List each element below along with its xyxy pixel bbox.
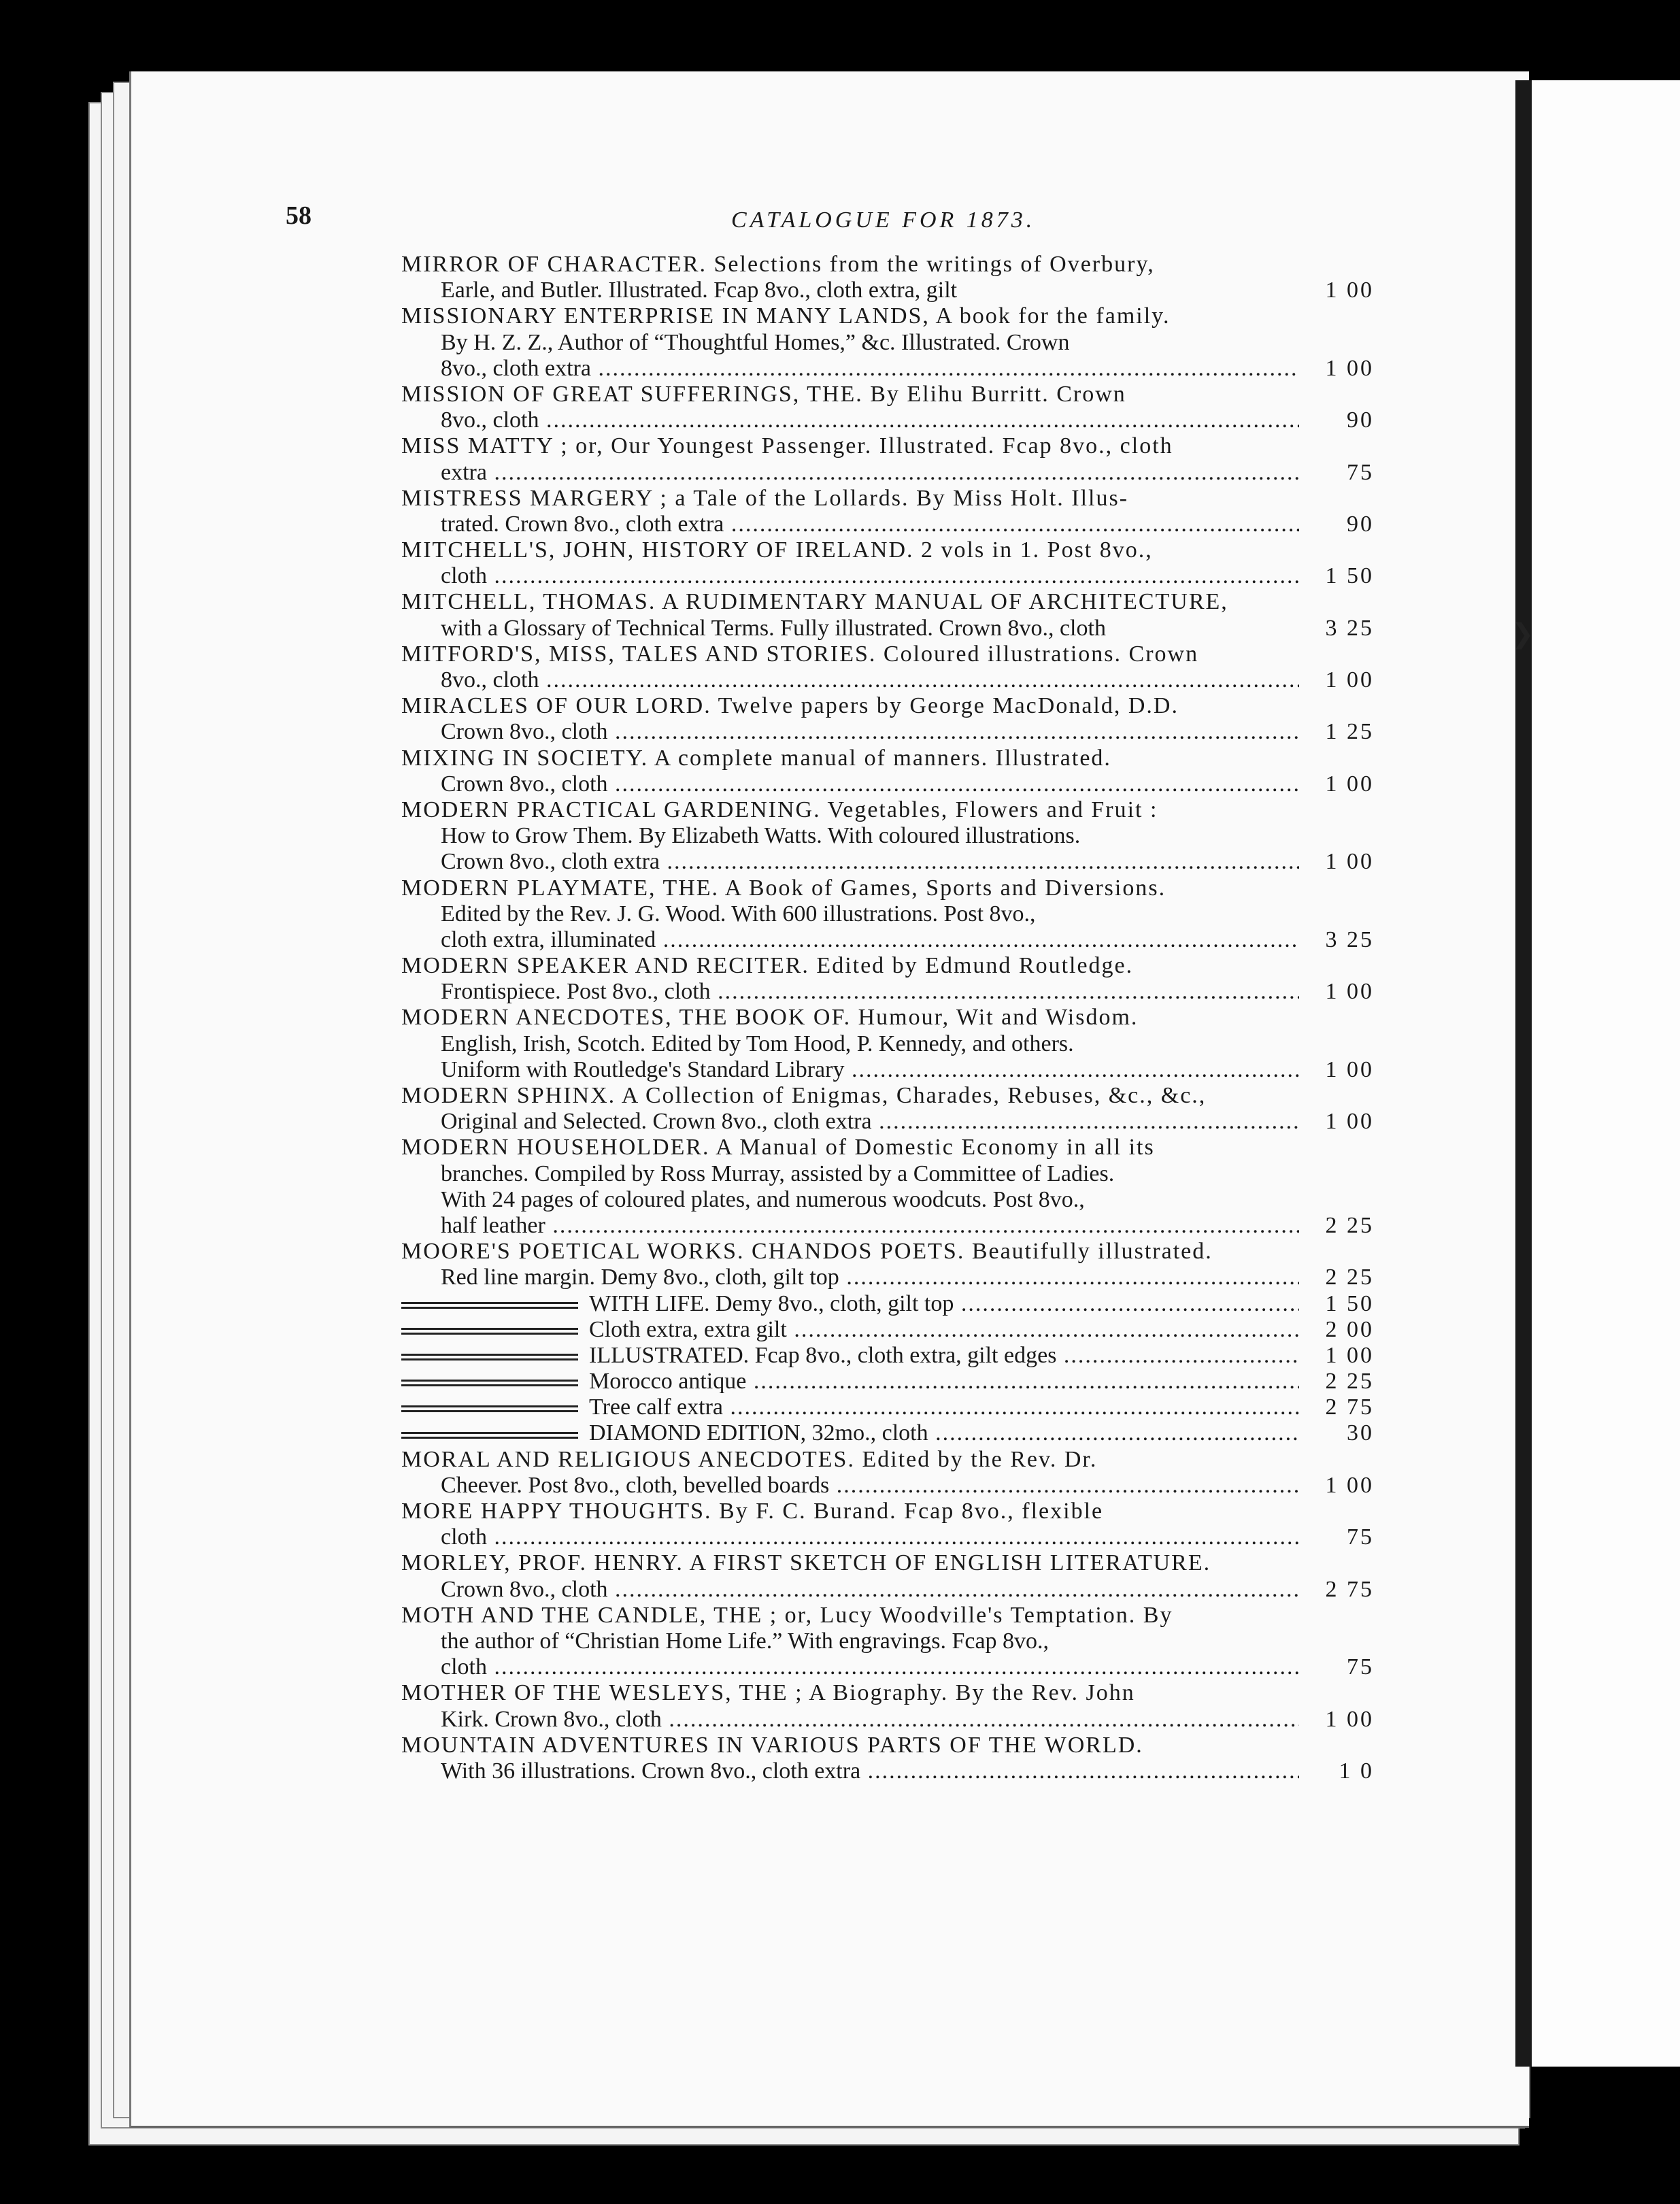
- entry-text: Cheever. Post 8vo., cloth, bevelled boards: [441, 1472, 830, 1498]
- catalogue-entry-line: [401, 719, 1299, 745]
- entry-text: MITFORD'S, MISS, TALES AND STORIES. Coloured illustrations. Crown: [401, 641, 1199, 667]
- entry-price: [1296, 901, 1374, 927]
- entry-price: 3 25: [1325, 926, 1374, 952]
- entry-price: [1296, 1629, 1374, 1654]
- entry-text: Earle, and Butler. Illustrated. Fcap 8vo., cloth extra, gilt: [441, 278, 958, 303]
- entry-price: [1296, 433, 1374, 459]
- catalogue-entry-line: [401, 512, 1299, 537]
- catalogue-entry-line: [401, 330, 1299, 356]
- catalogue-entry-title-line: [401, 537, 1299, 563]
- entry-price: 75: [1347, 1524, 1374, 1550]
- entry-price: [1296, 1083, 1374, 1109]
- entry-text: English, Irish, Scotch. Edited by Tom Hood, P. Kennedy, and others.: [441, 1031, 1074, 1056]
- catalogue-entry-line: [401, 1707, 1299, 1733]
- entry-price: 1 00: [1325, 355, 1374, 381]
- entry-price: [1296, 641, 1374, 667]
- running-head: CATALOGUE FOR 1873.: [731, 207, 1036, 233]
- entry-text: MITCHELL'S, JOHN, HISTORY OF IRELAND. 2 vols in 1. Post 8vo.,: [401, 537, 1153, 563]
- entry-text: MORLEY, PROF. HENRY. A FIRST SKETCH OF ENGLISH LITERATURE.: [401, 1550, 1211, 1576]
- catalogue-entry-title-line: [401, 875, 1299, 901]
- entry-price: [1296, 1499, 1374, 1524]
- entry-text: cloth: [441, 563, 487, 589]
- entry-price: 1 00: [1325, 667, 1374, 692]
- catalogue-entry-title-line: [401, 1083, 1299, 1109]
- entry-text: cloth: [441, 1654, 487, 1680]
- entry-price: [1296, 486, 1374, 512]
- entry-text: Frontispiece. Post 8vo., cloth: [441, 979, 711, 1005]
- entry-text: With 36 illustrations. Crown 8vo., cloth extra: [441, 1758, 861, 1784]
- catalogue-entry-title-line: [401, 486, 1299, 512]
- entry-price: [1296, 330, 1374, 356]
- entry-text: Tree calf extra: [589, 1395, 723, 1420]
- entry-price: 2 25: [1325, 1212, 1374, 1238]
- catalogue-entry-line: [401, 460, 1299, 486]
- catalogue-entry-line: [401, 1654, 1299, 1680]
- catalogue-entry-line: [401, 1291, 1299, 1317]
- catalogue-entry-line: [401, 667, 1299, 693]
- entry-text: MISS MATTY ; or, Our Youngest Passenger. Illustrated. Fcap 8vo., cloth: [401, 433, 1173, 459]
- catalogue-entry-title-line: [401, 1499, 1299, 1524]
- entry-price: [1296, 589, 1374, 615]
- entry-text: Crown 8vo., cloth: [441, 1576, 608, 1602]
- entry-price: [1296, 1005, 1374, 1031]
- entry-text: Edited by the Rev. J. G. Wood. With 600 illustrations. Post 8vo.,: [441, 901, 1036, 926]
- price-column: [1296, 252, 1374, 1784]
- entry-text: Morocco antique: [589, 1369, 747, 1395]
- entry-price: 30: [1347, 1420, 1374, 1446]
- entry-price: [1296, 1550, 1374, 1576]
- catalogue-entry-line: [401, 356, 1299, 382]
- catalogue-entry-line: [401, 1629, 1299, 1654]
- facing-page: [1511, 80, 1680, 2067]
- catalogue-entry-line: [401, 563, 1299, 589]
- catalogue-entry-line: [401, 1109, 1299, 1135]
- entry-price: 1 25: [1325, 719, 1374, 745]
- catalogue-entry-line: [401, 823, 1299, 849]
- entry-text: MOTH AND THE CANDLE, THE ; or, Lucy Woodville's Temptation. By: [401, 1602, 1173, 1628]
- entry-price: 90: [1347, 407, 1374, 433]
- entry-price: 75: [1347, 459, 1374, 485]
- catalogue-entries: [401, 252, 1299, 1784]
- ditto-rule: [401, 1354, 578, 1360]
- entry-price: [1296, 537, 1374, 563]
- entry-text: With 24 pages of coloured plates, and numerous woodcuts. Post 8vo.,: [441, 1186, 1085, 1212]
- catalogue-entry-title-line: [401, 252, 1299, 278]
- entry-text: Crown 8vo., cloth: [441, 719, 608, 745]
- entry-price: [1296, 252, 1374, 278]
- catalogue-entry-line: [401, 1187, 1299, 1213]
- catalogue-entry-title-line: [401, 1603, 1299, 1629]
- entry-price: [1296, 1680, 1374, 1706]
- catalogue-entry-line: [401, 849, 1299, 875]
- entry-price: [1296, 1239, 1374, 1265]
- entry-text: the author of “Christian Home Life.” With engravings. Fcap 8vo.,: [441, 1628, 1049, 1654]
- entry-text: cloth: [441, 1524, 487, 1550]
- entry-price: 1 00: [1325, 278, 1374, 303]
- catalogue-entry-line: [401, 278, 1299, 303]
- catalogue-entry-line: [401, 1265, 1299, 1290]
- entry-price: [1296, 1603, 1374, 1629]
- entry-text: 8vo., cloth: [441, 667, 539, 692]
- entry-text: extra: [441, 459, 487, 485]
- catalogue-entry-title-line: [401, 797, 1299, 823]
- entry-price: 2 75: [1325, 1395, 1374, 1420]
- entry-price: 2 25: [1325, 1265, 1374, 1290]
- catalogue-entry-title-line: [401, 1135, 1299, 1161]
- entry-text: 8vo., cloth: [441, 407, 539, 433]
- ditto-rule: [401, 1405, 578, 1412]
- catalogue-entry-title-line: [401, 641, 1299, 667]
- page-number: 58: [286, 201, 312, 230]
- catalogue-entry-line: [401, 901, 1299, 927]
- entry-price: 3 25: [1325, 615, 1374, 641]
- catalogue-entry-line: [401, 1395, 1299, 1420]
- entry-text: MODERN HOUSEHOLDER. A Manual of Domestic Economy in all its: [401, 1135, 1155, 1161]
- ditto-rule: [401, 1380, 578, 1386]
- entry-text: Uniform with Routledge's Standard Library: [441, 1056, 845, 1082]
- entry-price: 1 00: [1325, 1109, 1374, 1135]
- entry-text: half leather: [441, 1212, 545, 1238]
- entry-price: [1296, 823, 1374, 849]
- entry-text: MODERN PRACTICAL GARDENING. Vegetables, Flowers and Fruit :: [401, 797, 1158, 822]
- entry-price: 1 0: [1339, 1758, 1374, 1784]
- entry-price: 1 00: [1325, 1342, 1374, 1368]
- entry-text: Original and Selected. Crown 8vo., cloth extra: [441, 1109, 872, 1135]
- catalogue-entry-line: [401, 771, 1299, 797]
- entry-text: ILLUSTRATED. Fcap 8vo., cloth extra, gilt edges: [589, 1342, 1057, 1368]
- entry-price: 1 00: [1325, 979, 1374, 1005]
- entry-price: [1296, 797, 1374, 823]
- entry-text: DIAMOND EDITION, 32mo., cloth: [589, 1420, 928, 1446]
- catalogue-entry-title-line: [401, 1005, 1299, 1031]
- catalogue-entry-line: [401, 1161, 1299, 1187]
- catalogue-entry-line: [401, 1758, 1299, 1784]
- catalogue-entry-line: [401, 1473, 1299, 1499]
- ditto-rule: [401, 1328, 578, 1335]
- catalogue-entry-line: [401, 1057, 1299, 1083]
- entry-text: MOUNTAIN ADVENTURES IN VARIOUS PARTS OF THE WORLD.: [401, 1732, 1143, 1758]
- entry-text: MIRROR OF CHARACTER. Selections from the writings of Overbury,: [401, 252, 1155, 277]
- entry-text: How to Grow Them. By Elizabeth Watts. With coloured illustrations.: [441, 823, 1081, 849]
- catalogue-entry-title-line: [401, 433, 1299, 459]
- entry-text: Crown 8vo., cloth extra: [441, 849, 660, 875]
- catalogue-entry-line: [401, 1031, 1299, 1057]
- catalogue-entry-line: [401, 1213, 1299, 1239]
- book-gutter: [1515, 80, 1533, 2067]
- entry-price: 1 00: [1325, 1472, 1374, 1498]
- ditto-rule: [401, 1302, 578, 1309]
- catalogue-entry-title-line: [401, 693, 1299, 719]
- entry-price: [1296, 1161, 1374, 1187]
- entry-text: MISSION OF GREAT SUFFERINGS, THE. By Elihu Burritt. Crown: [401, 381, 1126, 407]
- entry-text: MODERN PLAYMATE, THE. A Book of Games, Sports and Diversions.: [401, 875, 1166, 901]
- catalogue-entry-title-line: [401, 953, 1299, 979]
- entry-text: MODERN SPHINX. A Collection of Enigmas, Charades, Rebuses, &c., &c.,: [401, 1083, 1207, 1108]
- catalogue-entry-line: [401, 1369, 1299, 1395]
- catalogue-entry-line: [401, 1524, 1299, 1550]
- entry-price: [1296, 875, 1374, 901]
- entry-text: trated. Crown 8vo., cloth extra: [441, 511, 724, 537]
- entry-price: 90: [1347, 511, 1374, 537]
- entry-price: [1296, 746, 1374, 771]
- catalogue-entry-line: [401, 1343, 1299, 1369]
- catalogue-entry-title-line: [401, 1733, 1299, 1758]
- binding-clip-mark: ❯: [1511, 618, 1534, 649]
- catalogue-entry-line: [401, 1317, 1299, 1343]
- entry-text: cloth extra, illuminated: [441, 926, 656, 952]
- entry-text: MORAL AND RELIGIOUS ANECDOTES. Edited by the Rev. Dr.: [401, 1446, 1098, 1472]
- entry-price: 1 00: [1325, 1056, 1374, 1082]
- catalogue-entry-title-line: [401, 1239, 1299, 1265]
- entry-text: MOTHER OF THE WESLEYS, THE ; A Biography. By the Rev. John: [401, 1680, 1135, 1706]
- ditto-rule: [401, 1432, 578, 1439]
- catalogue-entry-line: [401, 927, 1299, 953]
- catalogue-entry-line: [401, 407, 1299, 433]
- entry-text: MISTRESS MARGERY ; a Tale of the Lollards. By Miss Holt. Illus-: [401, 485, 1129, 511]
- entry-price: [1296, 303, 1374, 329]
- catalogue-entry-title-line: [401, 746, 1299, 771]
- entry-text: MISSIONARY ENTERPRISE IN MANY LANDS, A book for the family.: [401, 303, 1171, 329]
- entry-price: 1 00: [1325, 849, 1374, 875]
- entry-price: 1 00: [1325, 1706, 1374, 1732]
- entry-text: MODERN ANECDOTES, THE BOOK OF. Humour, Wit and Wisdom.: [401, 1005, 1139, 1031]
- catalogue-entry-title-line: [401, 1447, 1299, 1473]
- entry-price: [1296, 1733, 1374, 1758]
- entry-text: with a Glossary of Technical Terms. Fully illustrated. Crown 8vo., cloth: [441, 615, 1106, 641]
- catalogue-entry-line: [401, 616, 1299, 641]
- entry-price: 2 25: [1325, 1369, 1374, 1395]
- entry-price: [1296, 1187, 1374, 1213]
- catalogue-entry-title-line: [401, 303, 1299, 329]
- entry-text: Red line margin. Demy 8vo., cloth, gilt top: [441, 1265, 839, 1290]
- entry-text: MIXING IN SOCIETY. A complete manual of manners. Illustrated.: [401, 745, 1111, 771]
- catalogue-entry-line: [401, 1577, 1299, 1603]
- entry-text: MODERN SPEAKER AND RECITER. Edited by Edmund Routledge.: [401, 953, 1134, 979]
- entry-text: Crown 8vo., cloth: [441, 771, 608, 797]
- entry-text: MORE HAPPY THOUGHTS. By F. C. Burand. Fcap 8vo., flexible: [401, 1499, 1104, 1524]
- entry-text: Cloth extra, extra gilt: [589, 1316, 787, 1342]
- entry-price: 1 50: [1325, 563, 1374, 589]
- entry-price: 2 00: [1325, 1316, 1374, 1342]
- entry-text: MITCHELL, THOMAS. A RUDIMENTARY MANUAL OF ARCHITECTURE,: [401, 589, 1228, 615]
- entry-text: MOORE'S POETICAL WORKS. CHANDOS POETS. Beautifully illustrated.: [401, 1239, 1213, 1265]
- catalogue-entry-title-line: [401, 589, 1299, 615]
- entry-price: [1296, 953, 1374, 979]
- entry-text: 8vo., cloth extra: [441, 355, 591, 381]
- entry-price: [1296, 1135, 1374, 1161]
- entry-text: branches. Compiled by Ross Murray, assisted by a Committee of Ladies.: [441, 1161, 1115, 1186]
- entry-price: 75: [1347, 1654, 1374, 1680]
- catalogue-entry-title-line: [401, 1680, 1299, 1706]
- entry-price: [1296, 382, 1374, 407]
- catalogue-entry-title-line: [401, 1550, 1299, 1576]
- entry-text: By H. Z. Z., Author of “Thoughtful Homes,” &c. Illustrated. Crown: [441, 329, 1070, 355]
- catalogue-entry-title-line: [401, 382, 1299, 407]
- entry-text: WITH LIFE. Demy 8vo., cloth, gilt top: [589, 1290, 954, 1316]
- entry-price: 1 50: [1325, 1290, 1374, 1316]
- catalogue-entry-line: [401, 979, 1299, 1005]
- entry-price: 1 00: [1325, 771, 1374, 797]
- entry-text: MIRACLES OF OUR LORD. Twelve papers by George MacDonald, D.D.: [401, 693, 1179, 719]
- entry-text: Kirk. Crown 8vo., cloth: [441, 1706, 662, 1732]
- catalogue-entry-line: [401, 1420, 1299, 1446]
- entry-price: [1296, 1447, 1374, 1473]
- entry-price: [1296, 693, 1374, 719]
- entry-price: [1296, 1031, 1374, 1057]
- entry-price: 2 75: [1325, 1576, 1374, 1602]
